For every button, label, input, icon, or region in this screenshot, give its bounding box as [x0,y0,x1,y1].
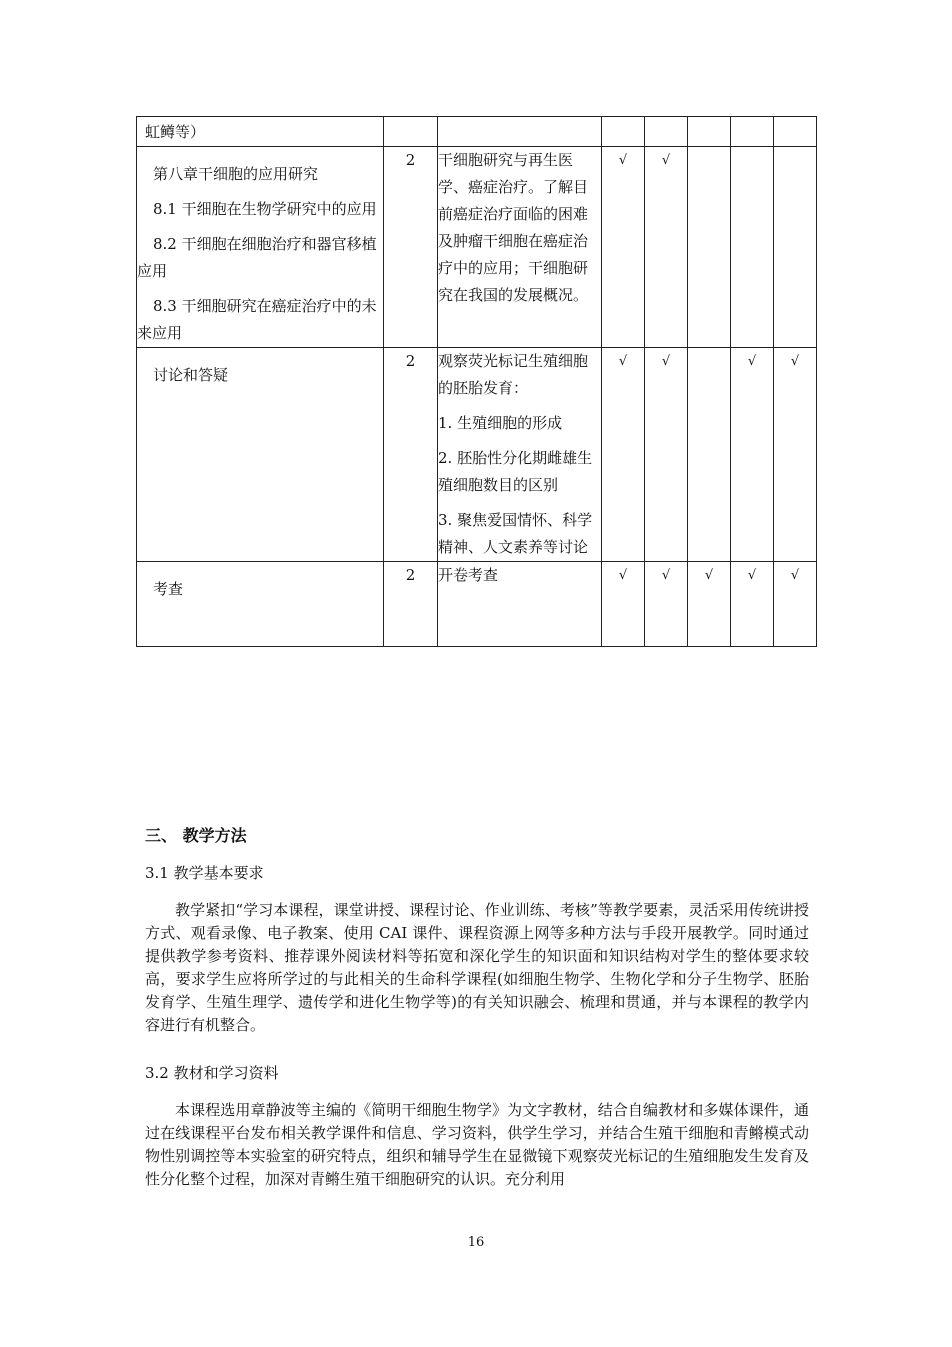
objective-mark-2: √ [645,147,688,348]
content-cell [137,147,384,348]
requirement-text: 干细胞研究与再生医学、癌症治疗。了解目前癌症治疗面临的困难及肿瘤干细胞在癌症治疗中的应用；干细胞研究在我国的发展概况。 [438,151,589,304]
requirements-cell [438,117,602,147]
section-item: 8.2 干细胞在细胞治疗和器官移植应用 [137,235,377,280]
requirements-cell [438,348,602,562]
table-row [137,147,817,348]
objective-mark-1 [602,117,645,147]
requirement-item: 2. 胚胎性分化期雌雄生殖细胞数目的区别 [438,449,593,494]
objective-mark-2 [645,117,688,147]
section-item: 8.1 干细胞在生物学研究中的应用 [153,200,377,218]
subsection-title: 3.1 教学基本要求 [145,864,264,882]
requirement-text: 开卷考查 [438,566,499,584]
objective-mark-1: √ [602,348,645,562]
objective-mark-5 [774,117,817,147]
paragraph: 本课程选用章静波等主编的《简明干细胞生物学》为文字教材，结合自编教材和多媒体课件，通过在线课程平台发布相关教学课件和信息、学习资料，供学生学习，并结合生殖干细胞和青鳉模式动物性别调控等本实验室的研究特点，组织和辅导学生在显微镜下观察荧光标记的生殖细胞发生发育及性分化整个过程，加深对青鳉生殖干细胞研究的认识。充分利用 [145,1101,809,1188]
requirement-text: 观察荧光标记生殖细胞的胚胎发育： [438,352,589,397]
objective-mark-3 [688,147,731,348]
content-cell [137,562,384,647]
table-row [137,117,817,147]
objective-mark-4 [731,117,774,147]
table-row [137,348,817,562]
table-row [137,562,817,647]
objective-mark-2: √ [645,562,688,647]
teaching-requirements-body [145,899,809,1037]
requirement-item: 1. 生殖细胞的形成 [438,414,563,432]
requirement-item: 3. 聚焦爱国情怀、科学精神、人文素养等讨论 [438,511,593,556]
objective-mark-5: √ [774,562,817,647]
requirements-cell [438,147,602,348]
content-cell [137,117,384,147]
requirements-cell [438,562,602,647]
content-line: 虹鳟等） [145,123,206,141]
chapter-title: 第八章干细胞的应用研究 [153,165,319,183]
objective-mark-2: √ [645,348,688,562]
hours-cell: 2 [384,562,438,647]
objective-mark-1: √ [602,147,645,348]
objective-mark-4 [731,147,774,348]
hours-cell: 2 [384,348,438,562]
objective-mark-3: √ [688,562,731,647]
objective-mark-4: √ [731,562,774,647]
objective-mark-3 [688,348,731,562]
course-schedule-table [136,116,817,647]
objective-mark-4: √ [731,348,774,562]
paragraph: 教学紧扣“学习本课程，课堂讲授、课程讨论、作业训练、考核”等教学要素，灵活采用传统讲授方式、观看录像、电子教案、使用 CAI 课件、课程资源上网等多种方法与手段开展教学。同时通过提供教学参考资料、推荐课外阅读材料等拓宽和深化学生的知识面和知识结构对学生的整体要求较高，要求学生应将所学过的与此相关的生命科学课程(如细胞生物学、生物化学和分子生物学、胚胎发育学、生殖生理学、遗传学和进化生物学等)的有关知识融会、梳理和贯通，并与本课程的教学内容进行有机整合。 [145,901,809,1034]
content-line: 考查 [153,580,184,598]
hours-cell [384,117,438,147]
section-item: 8.3 干细胞研究在癌症治疗中的未来应用 [137,297,377,342]
objective-mark-5: √ [774,348,817,562]
materials-body [145,1099,809,1191]
objective-mark-5 [774,147,817,348]
content-cell [137,348,384,562]
section-heading: 三、 教学方法 [145,826,247,845]
objective-mark-1: √ [602,562,645,647]
objective-mark-3 [688,117,731,147]
subsection-title: 3.2 教材和学习资料 [145,1064,279,1082]
page-number: 16 [467,1235,485,1250]
hours-cell: 2 [384,147,438,348]
content-line: 讨论和答疑 [153,366,229,384]
